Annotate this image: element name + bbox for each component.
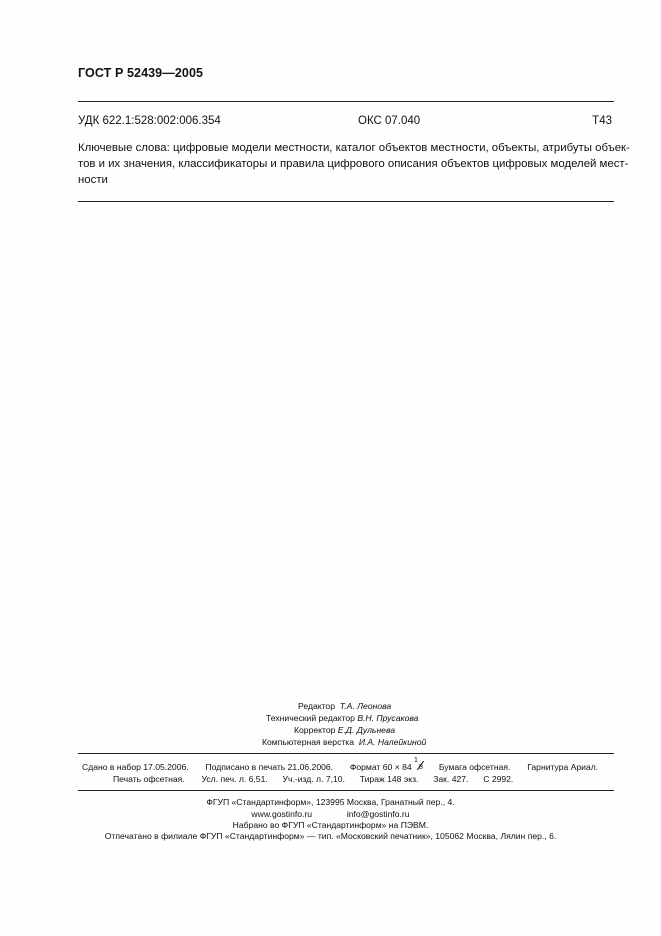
udk-code: УДК 622.1:528:002:006.354: [78, 115, 221, 127]
layout-name: И.А. Налейкиной: [358, 737, 427, 747]
order-number: Зак. 427.: [433, 774, 469, 784]
keywords-divider: [78, 201, 614, 202]
signed-date: Подписано в печать 21.06.2006.: [205, 762, 334, 772]
group-code: Т43: [592, 115, 612, 127]
print-run: Тираж 148 экз.: [359, 774, 419, 784]
corrector-label: Корректор: [294, 725, 336, 735]
layout-label: Компьютерная верстка: [262, 737, 355, 747]
editor-name: Т.А. Леонова: [339, 701, 392, 711]
document-code: ГОСТ Р 52439—2005: [78, 66, 204, 80]
publisher-website: www.gostinfo.ru: [251, 809, 313, 819]
publisher-divider: [78, 790, 614, 791]
font-type: Гарнитура Ариал.: [527, 762, 599, 772]
classification-row: [78, 115, 614, 129]
format-numerator: 1: [414, 757, 418, 764]
print-info-divider: [78, 753, 614, 754]
tech-editor-label: Технический редактор: [266, 713, 355, 723]
publisher-email: info@gostinfo.ru: [346, 809, 410, 819]
keywords-line: тов и их значения, классификаторы и правила цифрового описания объектов цифровых моделей мест-: [78, 158, 629, 170]
paper-type: Бумага офсетная.: [438, 762, 511, 772]
publisher-address: ФГУП «Стандартинформ», 123995 Москва, Гранатный пер., 4.: [206, 797, 455, 807]
tech-editor-credit: [266, 712, 418, 724]
oks-code: ОКС 07.040: [358, 115, 421, 127]
editor-label: Редактор: [298, 701, 335, 711]
format-denominator: 8: [419, 764, 423, 771]
keywords-block: [78, 140, 630, 188]
keywords-line: Ключевые слова: цифровые модели местности, каталог объектов местности, объекты, атрибуты объек-: [78, 142, 630, 154]
editor-credit: [298, 700, 391, 712]
print-sheets: Усл. печ. л. 6,51.: [201, 774, 268, 784]
publisher-sheets: Уч.-изд. л. 7,10.: [282, 774, 345, 784]
keywords-line: ности: [78, 174, 108, 186]
print-info-line-2: [113, 774, 513, 784]
submitted-date: Сдано в набор 17.05.2006.: [82, 762, 189, 772]
format-label: Формат 60 × 84: [349, 762, 412, 772]
corrector-name: Е.Д. Дульнева: [337, 725, 396, 735]
tech-editor-name: В.Н. Прусакова: [357, 713, 419, 723]
top-divider: [78, 101, 614, 102]
corrector-credit: [294, 724, 395, 736]
code-number: С 2992.: [483, 774, 514, 784]
format-fraction: [414, 757, 426, 772]
publisher-contacts: [0, 809, 661, 819]
layout-credit: [262, 736, 426, 748]
typeset-info: Набрано во ФГУП «Стандартинформ» на ПЭВМ.: [232, 820, 429, 830]
printed-info: Отпечатано в филиале ФГУП «Стандартинформ» — тип. «Московский печатник», 105062 Москва, Лялин пер., 6.: [104, 831, 557, 841]
print-info-line-1: [82, 757, 599, 772]
print-type: Печать офсетная.: [113, 774, 185, 784]
